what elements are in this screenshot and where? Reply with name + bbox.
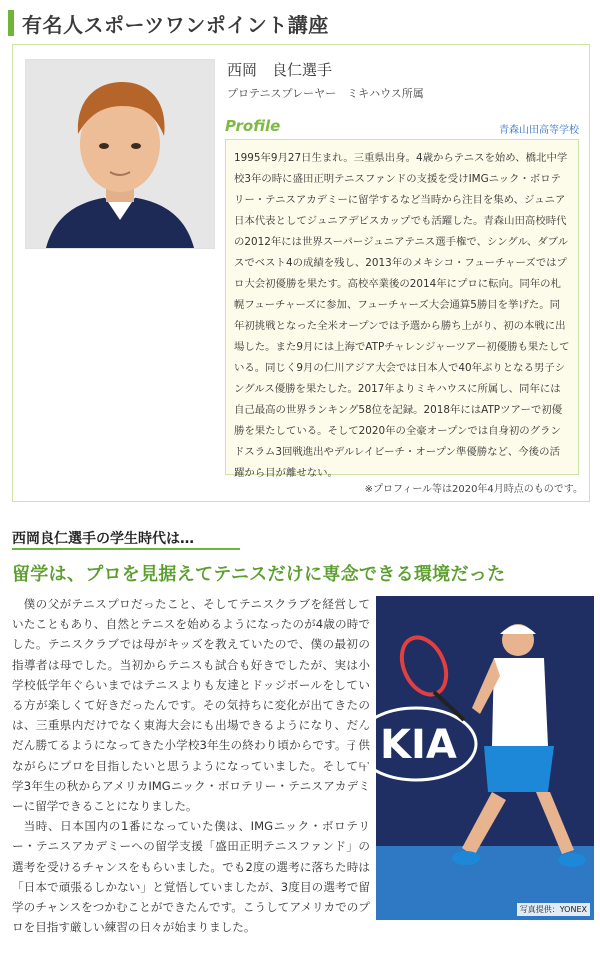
header-accent-bar xyxy=(8,10,14,36)
article-lead: 留学は、プロを見据えてテニスだけに専念できる環境だった xyxy=(12,564,506,585)
portrait-illustration xyxy=(26,60,214,248)
tennis-action-illustration xyxy=(376,596,594,920)
action-photo xyxy=(376,596,594,920)
page-header xyxy=(8,8,592,38)
portrait-photo xyxy=(25,59,215,249)
school-link[interactable]: 青森山田高等学校 xyxy=(499,125,579,136)
banner-logo-text: KIA xyxy=(380,722,457,768)
article-body xyxy=(12,594,370,935)
athlete-name: 西岡 良仁選手 xyxy=(227,61,333,79)
profile-label: Profile xyxy=(225,117,281,135)
profile-date-note: ※プロフィール等は2020年4月時点のものです。 xyxy=(364,484,583,495)
article-paragraph: 当時、日本国内の1番になっていた僕は、IMGニック・ボロテリー・テニスアカデミーへの留学支援「盛田正明テニスファンド」の選考を受けるチャンスをもらいました。でも2度の選考に落ちた時は「日本で頑張るしかない」と覚悟していましたが、3度目の選考で留学のチャンスをつかむことができたんです。こうしてアメリカでのプロを目指す厳しい練習の日々が始まりました。 xyxy=(12,819,370,935)
section-underline xyxy=(12,548,240,550)
profile-card xyxy=(12,44,590,502)
profile-bio: 1995年9月27日生まれ。三重県出身。4歳からテニスを始め、橋北中学校3年の時に盛田正明テニスファンドの支援を受けIMGニック・ボロテリー・テニスアカデミーに留学するなど当時から注目を集め、ジュニア日本代表としてジュニアデビスカップでも活躍した。青森山田高校時代の2012年には世界スーパージュニアテニス選手権で、シングル、ダブルスでベスト4の成績を残し、2013年のメキシコ・フューチャーズではプロ大会初優勝を果たす。高校卒業後の2014年にプロに転向。同年の札幌フューチャーズに参加、フューチャーズ大会通算5勝目を挙げた。同年初挑戦となった全米オープンでは予選から勝ち上がり、初の本戦に出場した。また9月には上海でATPチャレンジャーツアー初優勝も果たしている。同じく9月の仁川アジア大会では日本人で40年ぶりとなる男子シングルス優勝を果たした。2017年よりミキハウスに所属し、同年には自己最高の世界ランキング58位を記録。2018年にはATPツアーで初優勝を果たしている。そして2020年の全豪オープンでは自身初のグランドスラム3回戦進出やデルレイビーチ・オープン準優勝など、今後の活躍から目が離せない。 xyxy=(225,139,579,475)
section-heading: 西岡良仁選手の学生時代は… xyxy=(12,531,194,547)
page-title: 有名人スポーツワンポイント講座 xyxy=(22,13,329,37)
article-paragraph: 僕の父がテニスプロだったこと、そしてテニスクラブを経営していたこともあり、自然とテニスを始めるようになったのが4歳の時でした。テニスクラブでは母がキッズを教えていたので、僕の最初の指導者は母でした。当初からテニスも試合も好きでしたが、実は小学校低学年ぐらいまではテニスよりも友達とドッジボールをしている方が楽しくて好きだったんです。その気持ちに変化が出てきたのは、三重県内だけでなく東海大会にも出場できるようになり、だんだん勝てるようになってきた小学校3年生の終わり頃からです。子供ながらにプロを目指したいと思うようになっていました。そして中学3年生の秋からアメリカIMGニック・ボロテリー・テニスアカデミーに留学できることになりました。 xyxy=(12,597,370,814)
athlete-affiliation: プロテニスプレーヤー ミキハウス所属 xyxy=(227,87,424,100)
photo-credit: 写真提供：YONEX xyxy=(517,903,590,916)
